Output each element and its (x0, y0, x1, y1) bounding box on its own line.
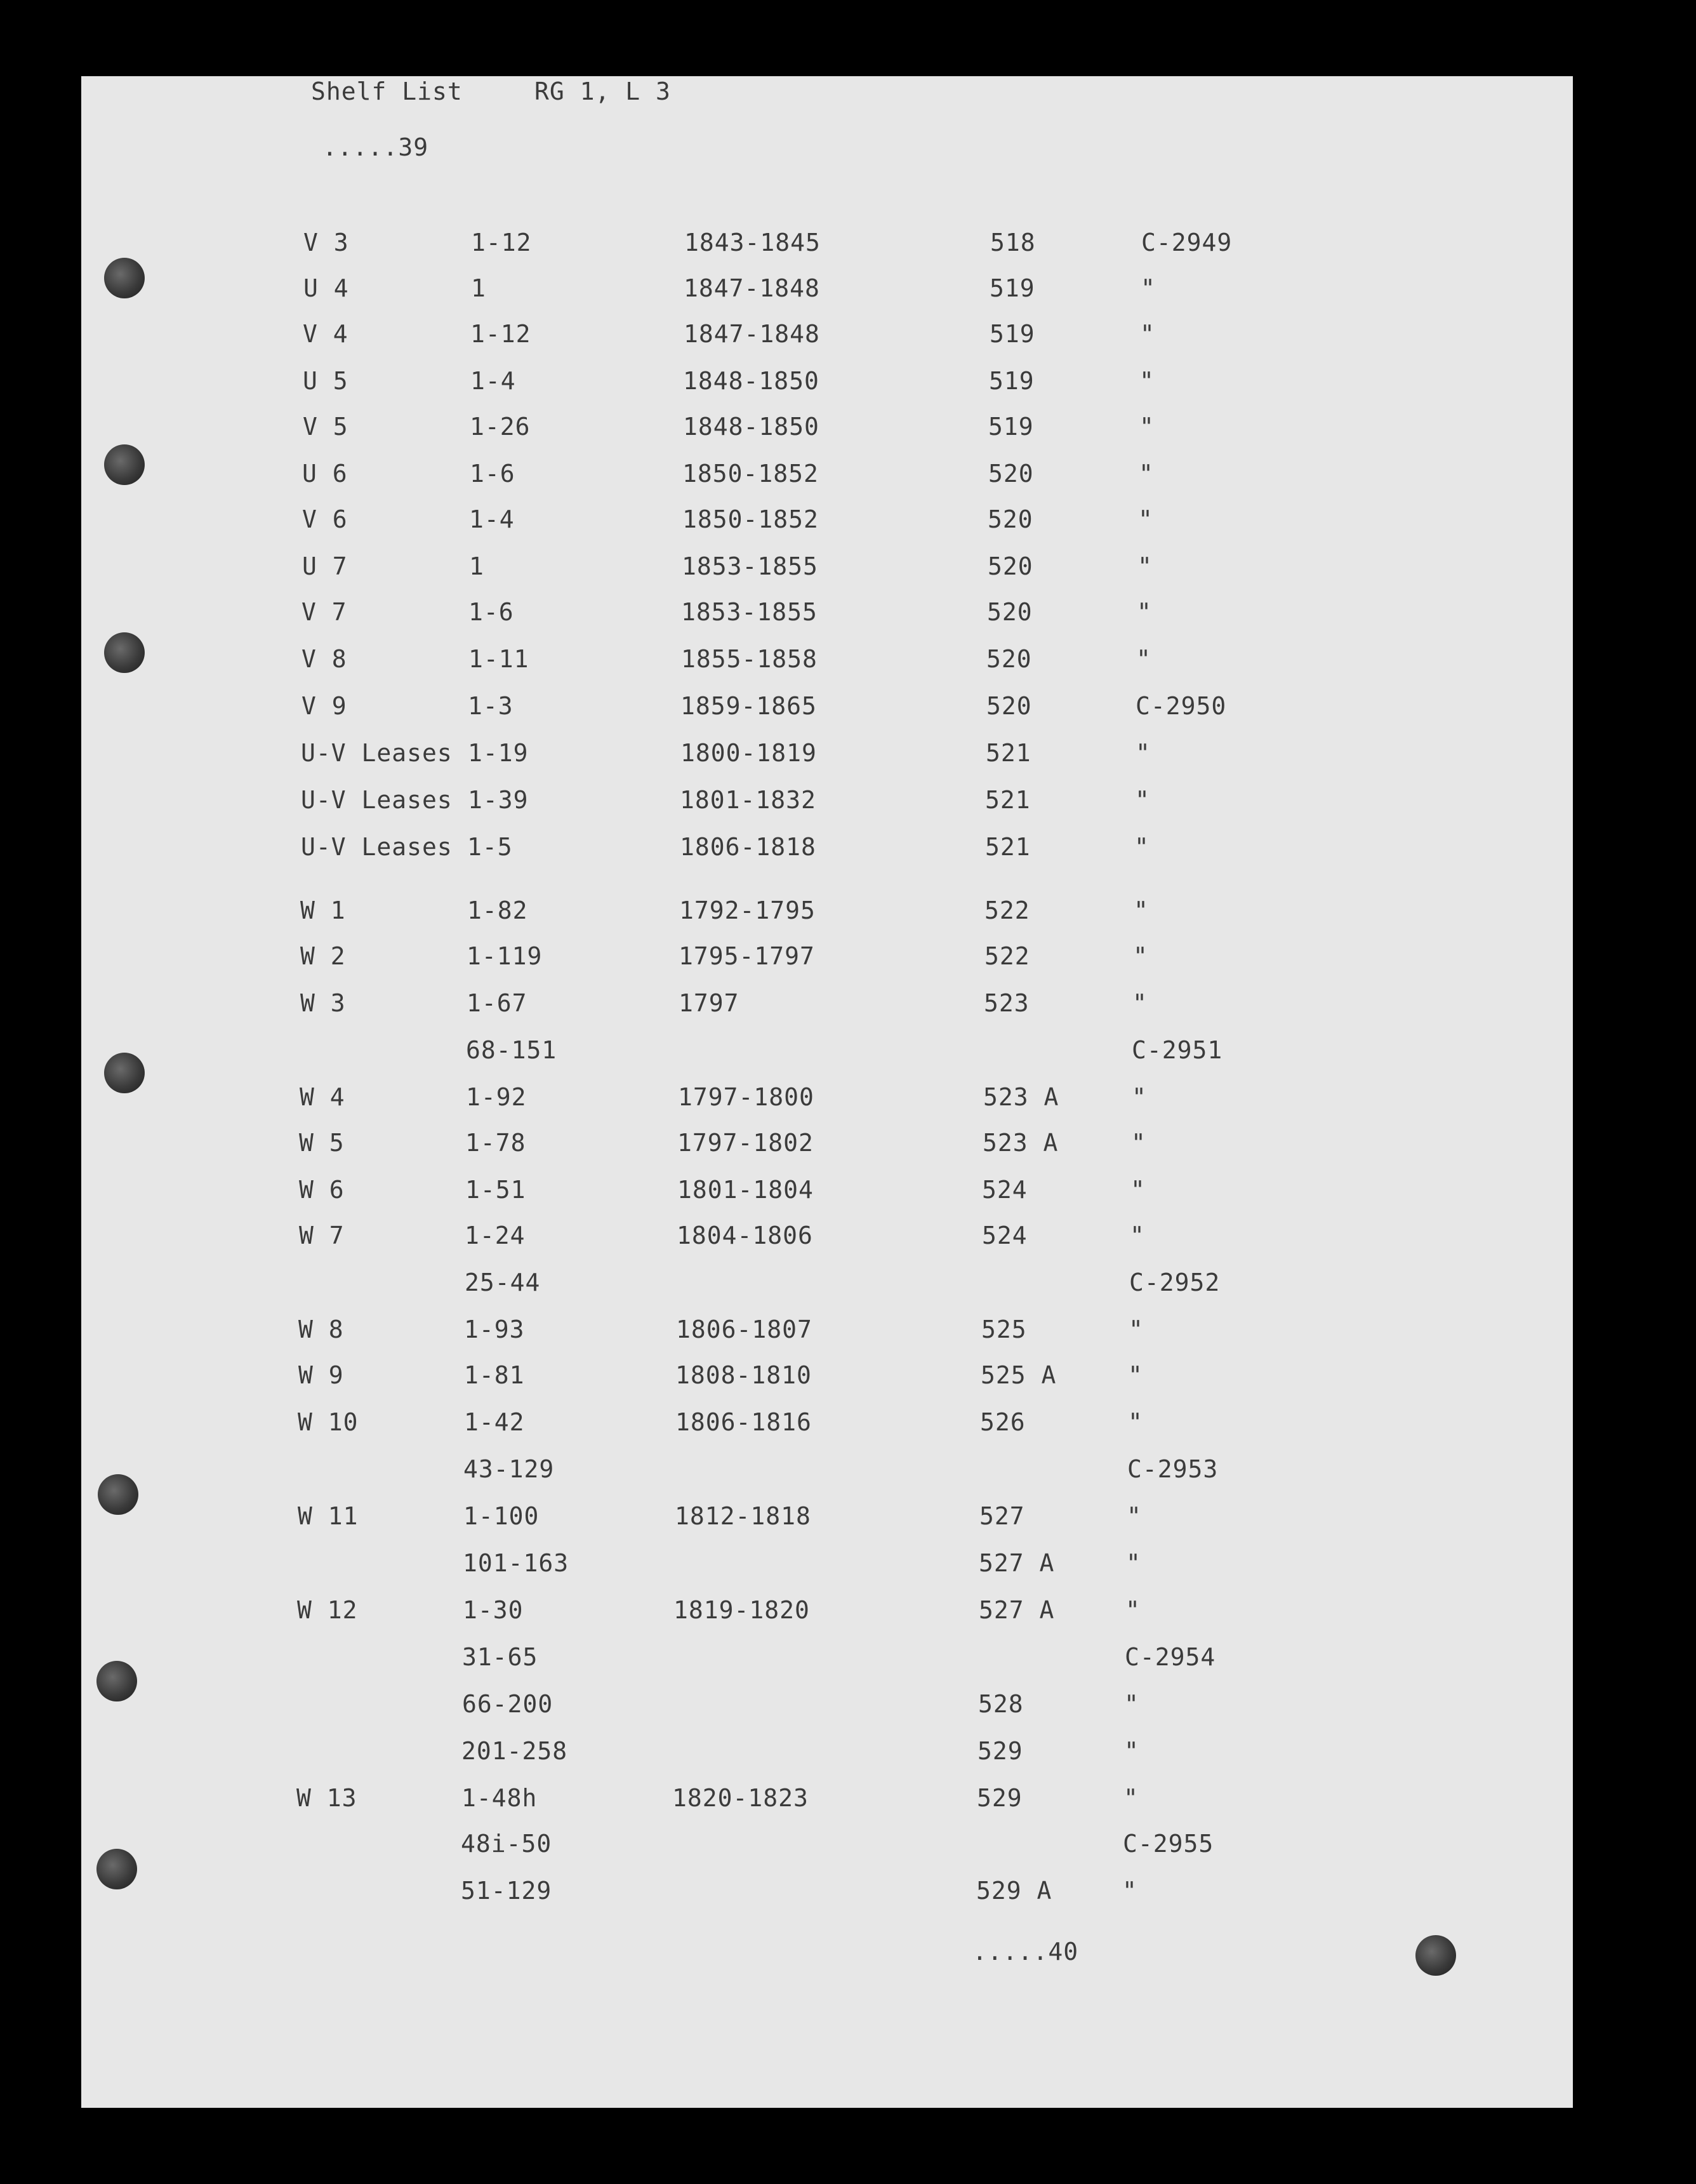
row-1-box-number: 518 (990, 229, 1036, 256)
row-34-reel-number: " (1123, 1784, 1139, 1812)
row-21-date-range: 1801-1804 (677, 1176, 814, 1204)
row-12-date-range: 1800-1819 (680, 739, 817, 767)
row-15-box-number: 522 (984, 896, 1030, 924)
row-28-reel-number: " (1127, 1502, 1142, 1530)
row-6-volume: U 6 (302, 460, 348, 488)
row-8-box-number: 520 (988, 552, 1033, 580)
row-29-item-range: 101-163 (463, 1549, 569, 1577)
row-16-box-number: 522 (984, 942, 1030, 970)
record-group-reference: RG 1, L 3 (534, 77, 671, 105)
row-3-reel-number: " (1140, 320, 1155, 348)
row-28-volume: W 11 (298, 1502, 359, 1530)
row-9-item-range: 1-6 (468, 598, 514, 626)
row-13-box-number: 521 (985, 786, 1031, 814)
row-30-reel-number: " (1125, 1596, 1141, 1624)
row-10-item-range: 1-11 (468, 645, 529, 673)
row-34-item-range: 1-48h (461, 1784, 538, 1812)
row-3-date-range: 1847-1848 (684, 320, 820, 348)
row-24-date-range: 1806-1807 (676, 1315, 812, 1343)
row-12-box-number: 521 (986, 739, 1031, 767)
row-7-date-range: 1850-1852 (682, 505, 819, 533)
row-24-volume: W 8 (298, 1315, 344, 1343)
row-36-item-range: 51-129 (461, 1877, 552, 1905)
row-24-box-number: 525 (981, 1315, 1027, 1343)
row-23-reel-number: C-2952 (1129, 1268, 1221, 1296)
shelf-list-heading: Shelf List (311, 77, 463, 105)
row-24-reel-number: " (1129, 1315, 1144, 1343)
row-6-reel-number: " (1139, 460, 1154, 488)
row-20-date-range: 1797-1802 (677, 1129, 814, 1157)
row-11-volume: V 9 (301, 692, 347, 720)
row-16-reel-number: " (1133, 942, 1148, 970)
row-10-volume: V 8 (301, 645, 347, 673)
row-8-reel-number: " (1137, 552, 1153, 580)
row-27-reel-number: C-2953 (1127, 1455, 1219, 1483)
row-10-reel-number: " (1136, 645, 1151, 673)
row-28-date-range: 1812-1818 (675, 1502, 811, 1530)
row-33-item-range: 201-258 (461, 1737, 568, 1765)
row-19-item-range: 1-92 (466, 1083, 527, 1111)
row-3-box-number: 519 (990, 320, 1035, 348)
row-17-box-number: 523 (984, 989, 1030, 1017)
row-26-volume: W 10 (298, 1408, 359, 1436)
row-8-volume: U 7 (302, 552, 348, 580)
row-31-reel-number: C-2954 (1125, 1643, 1216, 1671)
row-15-reel-number: " (1134, 896, 1149, 924)
row-3-item-range: 1-12 (470, 320, 531, 348)
row-7-box-number: 520 (988, 505, 1033, 533)
row-11-date-range: 1859-1865 (680, 692, 817, 720)
row-26-date-range: 1806-1816 (675, 1408, 812, 1436)
row-17-date-range: 1797 (679, 989, 739, 1017)
row-14-date-range: 1806-1818 (680, 833, 816, 861)
row-16-date-range: 1795-1797 (679, 942, 815, 970)
row-9-reel-number: " (1137, 598, 1152, 626)
binder-hole (104, 632, 145, 673)
row-2-item-range: 1 (471, 274, 486, 302)
row-26-item-range: 1-42 (464, 1408, 525, 1436)
row-33-box-number: 529 (977, 1737, 1023, 1765)
row-19-box-number: 523 A (983, 1083, 1059, 1111)
row-25-box-number: 525 A (981, 1361, 1057, 1389)
row-4-date-range: 1848-1850 (683, 367, 819, 395)
row-22-reel-number: " (1130, 1222, 1145, 1249)
row-22-date-range: 1804-1806 (677, 1222, 813, 1249)
row-36-box-number: 529 A (976, 1877, 1052, 1905)
row-11-reel-number: C-2950 (1136, 692, 1227, 720)
row-17-item-range: 1-67 (467, 989, 527, 1017)
row-32-box-number: 528 (978, 1690, 1024, 1718)
row-7-reel-number: " (1138, 505, 1153, 533)
binder-hole (1415, 1935, 1456, 1976)
binder-hole (104, 258, 145, 298)
row-5-date-range: 1848-1850 (683, 413, 819, 441)
row-33-reel-number: " (1124, 1737, 1139, 1765)
row-27-item-range: 43-129 (463, 1455, 555, 1483)
row-21-item-range: 1-51 (465, 1176, 526, 1204)
row-29-reel-number: " (1126, 1549, 1141, 1577)
row-21-reel-number: " (1130, 1176, 1146, 1204)
row-21-box-number: 524 (982, 1176, 1028, 1204)
row-4-item-range: 1-4 (470, 367, 516, 395)
row-2-reel-number: " (1141, 274, 1156, 302)
row-30-box-number: 527 A (979, 1596, 1055, 1624)
row-32-item-range: 66-200 (462, 1690, 553, 1718)
row-12-item-range: 1-19 (468, 739, 529, 767)
row-1-volume: V 3 (303, 229, 349, 256)
row-14-reel-number: " (1134, 833, 1149, 861)
next-page-marker: .....40 (972, 1938, 1079, 1966)
row-19-date-range: 1797-1800 (678, 1083, 814, 1111)
row-9-volume: V 7 (301, 598, 347, 626)
row-28-item-range: 1-100 (463, 1502, 540, 1530)
row-22-box-number: 524 (982, 1222, 1028, 1249)
row-5-volume: V 5 (303, 413, 348, 441)
row-34-volume: W 13 (296, 1784, 357, 1812)
row-22-item-range: 1-24 (465, 1222, 526, 1249)
row-14-box-number: 521 (985, 833, 1031, 861)
row-22-volume: W 7 (299, 1222, 345, 1249)
row-2-box-number: 519 (990, 274, 1035, 302)
row-14-item-range: 1-5 (467, 833, 513, 861)
row-13-item-range: 1-39 (468, 786, 529, 814)
row-2-volume: U 4 (303, 274, 349, 302)
page-continuation-marker: .....39 (322, 133, 429, 161)
row-6-date-range: 1850-1852 (682, 460, 819, 488)
row-9-box-number: 520 (987, 598, 1033, 626)
row-7-item-range: 1-4 (469, 505, 515, 533)
row-19-reel-number: " (1132, 1083, 1147, 1111)
row-15-item-range: 1-82 (467, 896, 528, 924)
row-11-item-range: 1-3 (468, 692, 513, 720)
row-20-item-range: 1-78 (465, 1129, 526, 1157)
row-11-box-number: 520 (986, 692, 1032, 720)
row-34-box-number: 529 (977, 1784, 1023, 1812)
row-3-volume: V 4 (303, 320, 348, 348)
row-10-box-number: 520 (986, 645, 1032, 673)
row-20-reel-number: " (1131, 1129, 1146, 1157)
binder-hole (104, 1053, 145, 1093)
row-20-box-number: 523 A (983, 1129, 1059, 1157)
row-17-volume: W 3 (300, 989, 346, 1017)
row-15-volume: W 1 (300, 896, 346, 924)
row-18-reel-number: C-2951 (1132, 1036, 1223, 1064)
row-20-volume: W 5 (299, 1129, 345, 1157)
row-26-box-number: 526 (980, 1408, 1026, 1436)
row-2-date-range: 1847-1848 (684, 274, 820, 302)
row-5-box-number: 519 (988, 413, 1034, 441)
row-6-box-number: 520 (988, 460, 1034, 488)
row-23-item-range: 25-44 (465, 1268, 541, 1296)
row-6-item-range: 1-6 (470, 460, 515, 488)
row-10-date-range: 1855-1858 (681, 645, 818, 673)
row-12-reel-number: " (1136, 739, 1151, 767)
row-30-volume: W 12 (297, 1596, 358, 1624)
row-4-volume: U 5 (303, 367, 348, 395)
row-18-item-range: 68-151 (466, 1036, 557, 1064)
row-30-item-range: 1-30 (463, 1596, 524, 1624)
row-35-reel-number: C-2955 (1123, 1830, 1214, 1858)
row-8-item-range: 1 (469, 552, 484, 580)
binder-hole (98, 1474, 138, 1515)
binder-hole (96, 1849, 137, 1889)
row-21-volume: W 6 (299, 1176, 345, 1204)
row-26-reel-number: " (1128, 1408, 1143, 1436)
row-16-volume: W 2 (300, 942, 346, 970)
row-1-date-range: 1843-1845 (684, 229, 821, 256)
row-25-item-range: 1-81 (464, 1361, 525, 1389)
row-15-date-range: 1792-1795 (679, 896, 816, 924)
row-36-reel-number: " (1122, 1877, 1137, 1905)
row-13-reel-number: " (1135, 786, 1150, 814)
row-1-reel-number: C-2949 (1141, 229, 1233, 256)
row-16-item-range: 1-119 (467, 942, 543, 970)
row-34-date-range: 1820-1823 (672, 1784, 809, 1812)
row-14-volume: U-V Leases (301, 833, 453, 861)
row-19-volume: W 4 (300, 1083, 345, 1111)
row-28-box-number: 527 (979, 1502, 1025, 1530)
row-35-item-range: 48i-50 (461, 1830, 552, 1858)
row-13-volume: U-V Leases (301, 786, 453, 814)
row-9-date-range: 1853-1855 (681, 598, 818, 626)
row-1-item-range: 1-12 (471, 229, 532, 256)
row-32-reel-number: " (1124, 1690, 1139, 1718)
row-24-item-range: 1-93 (464, 1315, 525, 1343)
row-25-reel-number: " (1128, 1361, 1143, 1389)
row-29-box-number: 527 A (979, 1549, 1055, 1577)
row-4-reel-number: " (1139, 367, 1155, 395)
row-25-date-range: 1808-1810 (675, 1361, 812, 1389)
row-17-reel-number: " (1132, 989, 1148, 1017)
binder-hole (96, 1661, 137, 1701)
row-12-volume: U-V Leases (301, 739, 453, 767)
row-31-item-range: 31-65 (462, 1643, 538, 1671)
row-30-date-range: 1819-1820 (673, 1596, 810, 1624)
row-8-date-range: 1853-1855 (682, 552, 818, 580)
row-13-date-range: 1801-1832 (680, 786, 816, 814)
row-25-volume: W 9 (298, 1361, 344, 1389)
row-7-volume: V 6 (302, 505, 348, 533)
binder-hole (104, 444, 145, 485)
row-5-item-range: 1-26 (470, 413, 531, 441)
row-4-box-number: 519 (989, 367, 1035, 395)
row-5-reel-number: " (1139, 413, 1155, 441)
